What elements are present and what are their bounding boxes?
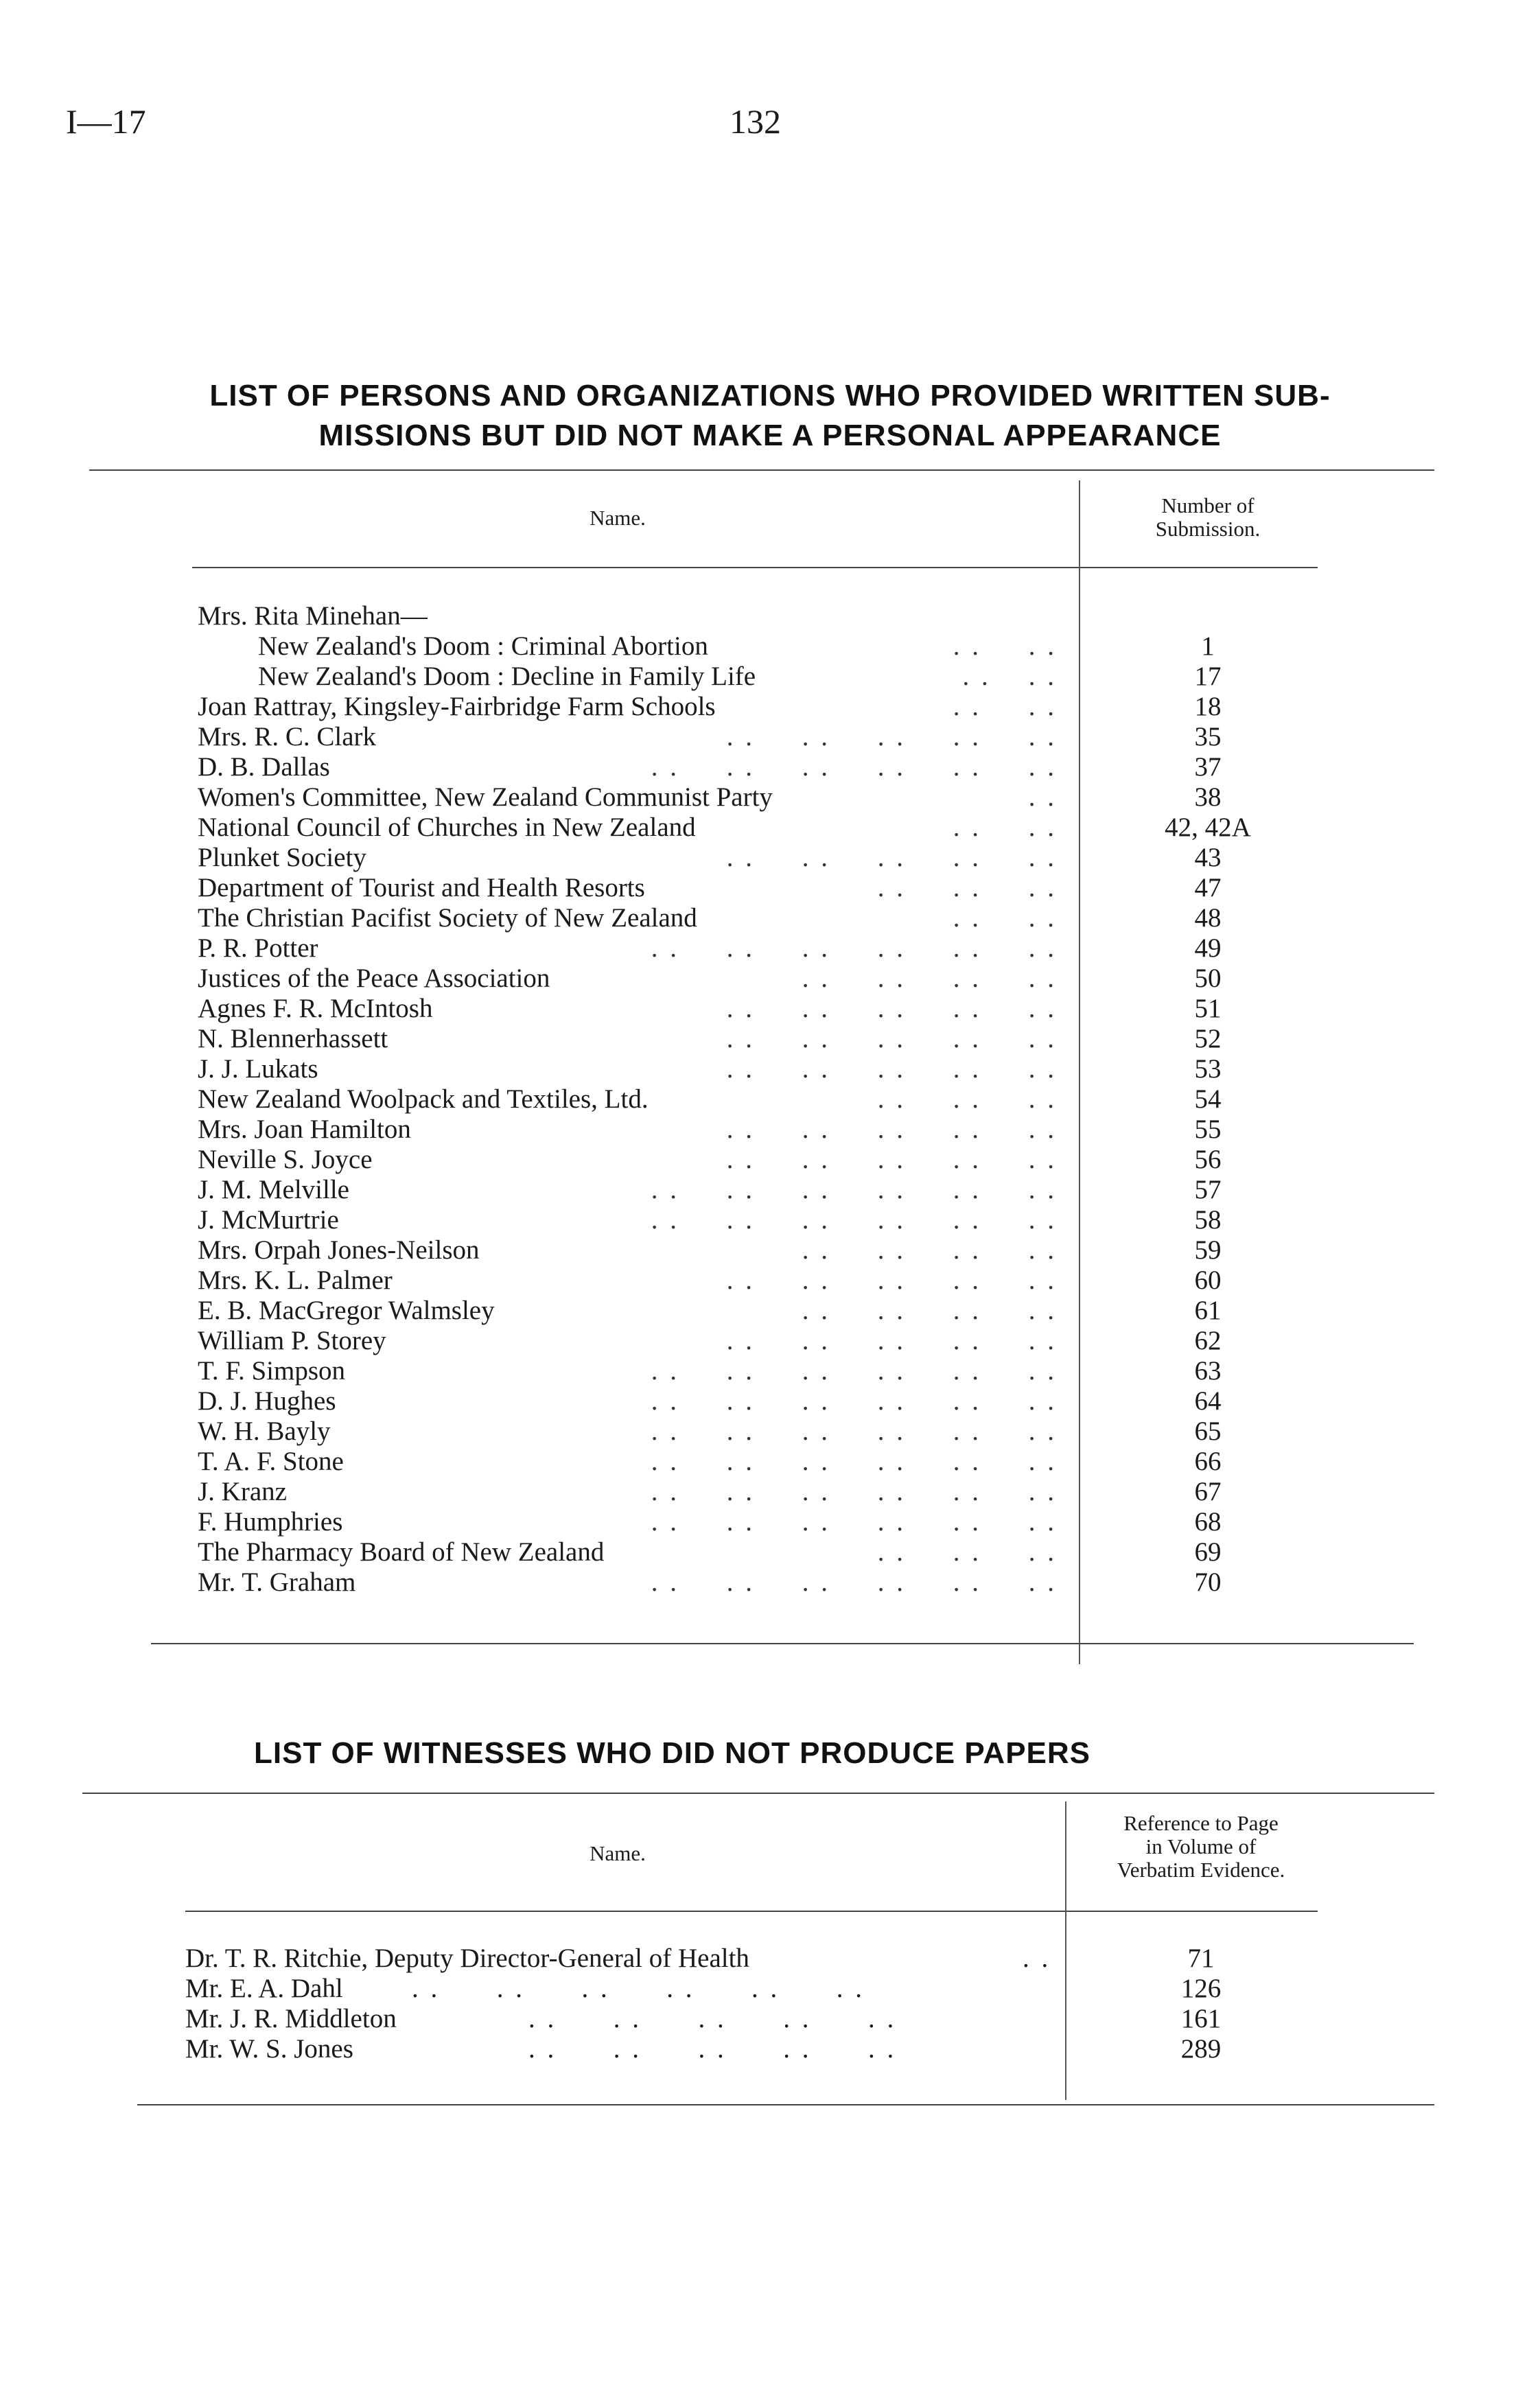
row-name: J. McMurtrie: [198, 1205, 339, 1235]
dot-leaders: . . . . . . . . . .: [726, 843, 1057, 872]
section2-ref-header: [1071, 1812, 1331, 1882]
table-row: [0, 662, 1540, 692]
table-row: [0, 1326, 1540, 1356]
section1-top-rule: [89, 469, 1434, 471]
row-name: New Zealand Woolpack and Textiles, Ltd.: [198, 1084, 649, 1114]
table-row: [0, 692, 1540, 722]
table-row: [0, 1054, 1540, 1084]
dot-leaders: . . . . . . . . . . . .: [651, 1507, 1057, 1537]
table-row: [0, 1567, 1540, 1598]
section2-ref-header-line1: Reference to Page: [1123, 1811, 1279, 1835]
table-row: [0, 782, 1540, 813]
table-row: [0, 1024, 1540, 1054]
dot-leaders: . . . . . . . . . .: [528, 2034, 897, 2064]
table-row: [0, 1084, 1540, 1115]
section1-number-header-line2: Submission.: [1155, 517, 1261, 541]
section1-name-header: Name.: [590, 506, 646, 530]
table-row: [0, 1175, 1540, 1205]
row-number: 43: [1194, 843, 1222, 872]
dot-leaders: . . . . . . . . . .: [528, 2004, 897, 2033]
dot-leaders: . . . . . . . . . .: [726, 994, 1057, 1023]
dot-leaders: . . . .: [953, 631, 1057, 661]
section1-header-rule: [192, 567, 1318, 568]
row-name: E. B. MacGregor Walmsley: [198, 1296, 495, 1325]
dot-leaders: . . . . . . . . . . . .: [651, 1416, 1057, 1446]
dot-leaders: . . . . . . . . . . . .: [651, 933, 1057, 963]
row-number: 35: [1194, 722, 1222, 751]
row-number: 55: [1194, 1115, 1222, 1144]
table-row: [0, 2034, 1540, 2064]
row-name: Mr. T. Graham: [198, 1567, 356, 1597]
row-name: Dr. T. R. Ritchie, Deputy Director-General of Health: [185, 1944, 749, 1973]
row-name: Women's Committee, New Zealand Communist Party: [198, 782, 773, 812]
row-number: 61: [1194, 1296, 1222, 1325]
page-header: [0, 102, 1540, 150]
table-row: [0, 1507, 1540, 1537]
document-reference: I—17: [66, 102, 146, 141]
row-number: 1: [1201, 631, 1215, 661]
table-row: [0, 722, 1540, 752]
row-name: Mrs. Rita Minehan—: [198, 601, 428, 631]
row-name: Neville S. Joyce: [198, 1145, 373, 1174]
dot-leaders: . . . . . . . .: [802, 964, 1057, 993]
section1-title-line1: LIST OF PERSONS AND ORGANIZATIONS WHO PROVIDED WRITTEN SUB-: [209, 379, 1331, 412]
row-name: J. Kranz: [198, 1477, 287, 1506]
section2-ref-header-line3: Verbatim Evidence.: [1117, 1858, 1285, 1882]
row-name: Mrs. K. L. Palmer: [198, 1265, 393, 1295]
row-name: Mr. E. A. Dahl: [185, 1974, 343, 2003]
row-number: 51: [1194, 994, 1222, 1023]
row-number: 59: [1194, 1235, 1222, 1265]
dot-leaders: . . . . . .: [877, 1084, 1057, 1114]
dot-leaders: . . . . . .: [877, 873, 1057, 902]
dot-leaders: . . . . . .: [877, 1537, 1057, 1567]
row-number: 58: [1194, 1205, 1222, 1235]
row-name: W. H. Bayly: [198, 1416, 331, 1446]
dot-leaders: . . . . . . . . . . . .: [412, 1974, 865, 2003]
row-name: Agnes F. R. McIntosh: [198, 994, 433, 1023]
row-name: William P. Storey: [198, 1326, 386, 1355]
row-name: Department of Tourist and Health Resorts: [198, 873, 645, 902]
row-number: 66: [1194, 1447, 1222, 1476]
table-row: [0, 1974, 1540, 2004]
dot-leaders: . . . .: [953, 813, 1057, 842]
row-name: J. M. Melville: [198, 1175, 349, 1204]
dot-leaders: . . . . . . . . . . . .: [651, 1567, 1057, 1597]
dot-leaders: . . . . . . . . . . . .: [651, 1175, 1057, 1204]
row-number: 48: [1194, 903, 1222, 933]
table-row: [0, 1386, 1540, 1416]
section1-title: [69, 376, 1471, 456]
row-number: 62: [1194, 1326, 1222, 1355]
row-number: 60: [1194, 1265, 1222, 1295]
row-number: 37: [1194, 752, 1222, 782]
table-row: [0, 964, 1540, 994]
dot-leaders: . . . . . . . . . .: [726, 1024, 1057, 1053]
row-number: 17: [1194, 662, 1222, 691]
row-ref: 161: [1180, 2004, 1222, 2033]
row-number: 70: [1194, 1567, 1222, 1597]
row-name: The Christian Pacifist Society of New Zealand: [198, 903, 697, 933]
row-number: 69: [1194, 1537, 1222, 1567]
row-number: 57: [1194, 1175, 1222, 1204]
dot-leaders: . . . . . . . . . . . .: [651, 1386, 1057, 1416]
dot-leaders: . . . . . . . .: [802, 1235, 1057, 1265]
row-name: The Pharmacy Board of New Zealand: [198, 1537, 605, 1567]
section1-number-header-line1: Number of: [1161, 493, 1255, 517]
table-row: [0, 2004, 1540, 2034]
row-number: 42, 42A: [1165, 813, 1251, 842]
row-name: New Zealand's Doom : Decline in Family Life: [258, 662, 756, 691]
dot-leaders: . . . . . . . . . .: [726, 1054, 1057, 1084]
dot-leaders: . . . . . . . . . . . .: [651, 1356, 1057, 1386]
table-row: [0, 933, 1540, 964]
section2-bottom-rule: [137, 2104, 1434, 2105]
row-name: Joan Rattray, Kingsley-Fairbridge Farm Schools: [198, 692, 716, 721]
dot-leaders: . . . . . . . . . . . .: [651, 1447, 1057, 1476]
table-row: [0, 1356, 1540, 1386]
dot-leaders: . . . . . . . . . .: [726, 722, 1057, 751]
dot-leaders: . .: [1023, 1944, 1051, 1973]
table-row: [0, 752, 1540, 782]
table-row: [0, 1447, 1540, 1477]
row-name: T. A. F. Stone: [198, 1447, 344, 1476]
row-name: Mrs. Joan Hamilton: [198, 1115, 411, 1144]
section2-ref-header-line2: in Volume of: [1145, 1834, 1257, 1858]
row-name: T. F. Simpson: [198, 1356, 346, 1386]
row-number: 50: [1194, 964, 1222, 993]
row-number: 68: [1194, 1507, 1222, 1537]
section1-number-header: [1084, 494, 1331, 541]
dot-leaders: . . . .: [953, 903, 1057, 933]
table-row: [0, 1477, 1540, 1507]
row-name: National Council of Churches in New Zealand: [198, 813, 696, 842]
row-name: Justices of the Peace Association: [198, 964, 550, 993]
dot-leaders: . . . . . . . . . .: [726, 1115, 1057, 1144]
section2-header-rule: [185, 1911, 1318, 1912]
table-row: [0, 873, 1540, 903]
section1-bottom-rule: [151, 1643, 1414, 1644]
row-name: D. B. Dallas: [198, 752, 330, 782]
row-name: P. R. Potter: [198, 933, 318, 963]
row-name: Mrs. Orpah Jones-Neilson: [198, 1235, 480, 1265]
row-number: 52: [1194, 1024, 1222, 1053]
dot-leaders: . . . .: [953, 692, 1057, 721]
row-number: 56: [1194, 1145, 1222, 1174]
row-number: 63: [1194, 1356, 1222, 1386]
table-row: [0, 1235, 1540, 1265]
row-ref: 71: [1187, 1944, 1215, 1973]
section2-name-header: Name.: [590, 1841, 646, 1865]
table-row: [0, 1145, 1540, 1175]
row-name: F. Humphries: [198, 1507, 343, 1537]
row-name: D. J. Hughes: [198, 1386, 336, 1416]
table-row: [0, 1944, 1540, 1974]
row-number: 64: [1194, 1386, 1222, 1416]
row-number: 49: [1194, 933, 1222, 963]
dot-leaders: . . . . . . . .: [802, 1296, 1057, 1325]
row-ref: 289: [1180, 2034, 1222, 2064]
row-number: 38: [1194, 782, 1222, 812]
table-row: [0, 843, 1540, 873]
section2-top-rule: [82, 1793, 1434, 1794]
row-ref: 126: [1180, 1974, 1222, 2003]
table-row: [0, 813, 1540, 843]
row-name: Mr. J. R. Middleton: [185, 2004, 397, 2033]
row-number: 18: [1194, 692, 1222, 721]
row-name: N. Blennerhassett: [198, 1024, 388, 1053]
row-number: 65: [1194, 1416, 1222, 1446]
row-number: 67: [1194, 1477, 1222, 1506]
section1-title-line2: MISSIONS BUT DID NOT MAKE A PERSONAL APPEARANCE: [318, 419, 1222, 452]
row-number: 53: [1194, 1054, 1222, 1084]
table-row: [0, 1265, 1540, 1296]
table-row: [0, 601, 1540, 631]
dot-leaders: . . . .: [962, 662, 1057, 691]
table-row: [0, 631, 1540, 662]
dot-leaders: . . . . . . . . . .: [726, 1145, 1057, 1174]
row-name: Plunket Society: [198, 843, 366, 872]
dot-leaders: . . . . . . . . . . . .: [651, 752, 1057, 782]
dot-leaders: . . . . . . . . . .: [726, 1265, 1057, 1295]
row-name: J. J. Lukats: [198, 1054, 318, 1084]
table-row: [0, 1205, 1540, 1235]
table-row: [0, 994, 1540, 1024]
table-row: [0, 1296, 1540, 1326]
row-number: 47: [1194, 873, 1222, 902]
table-row: [0, 1416, 1540, 1447]
table-row: [0, 1537, 1540, 1567]
row-name: Mr. W. S. Jones: [185, 2034, 353, 2064]
dot-leaders: . . . . . . . . . . . .: [651, 1477, 1057, 1506]
table-row: [0, 903, 1540, 933]
page-number: 132: [730, 102, 781, 141]
row-number: 54: [1194, 1084, 1222, 1114]
section2-title: LIST OF WITNESSES WHO DID NOT PRODUCE PAPERS: [254, 1736, 1091, 1770]
row-name: New Zealand's Doom : Criminal Abortion: [258, 631, 708, 661]
table-row: [0, 1115, 1540, 1145]
dot-leaders: . . . . . . . . . . . .: [651, 1205, 1057, 1235]
row-name: Mrs. R. C. Clark: [198, 722, 377, 751]
dot-leaders: . .: [1028, 782, 1057, 812]
dot-leaders: . . . . . . . . . .: [726, 1326, 1057, 1355]
